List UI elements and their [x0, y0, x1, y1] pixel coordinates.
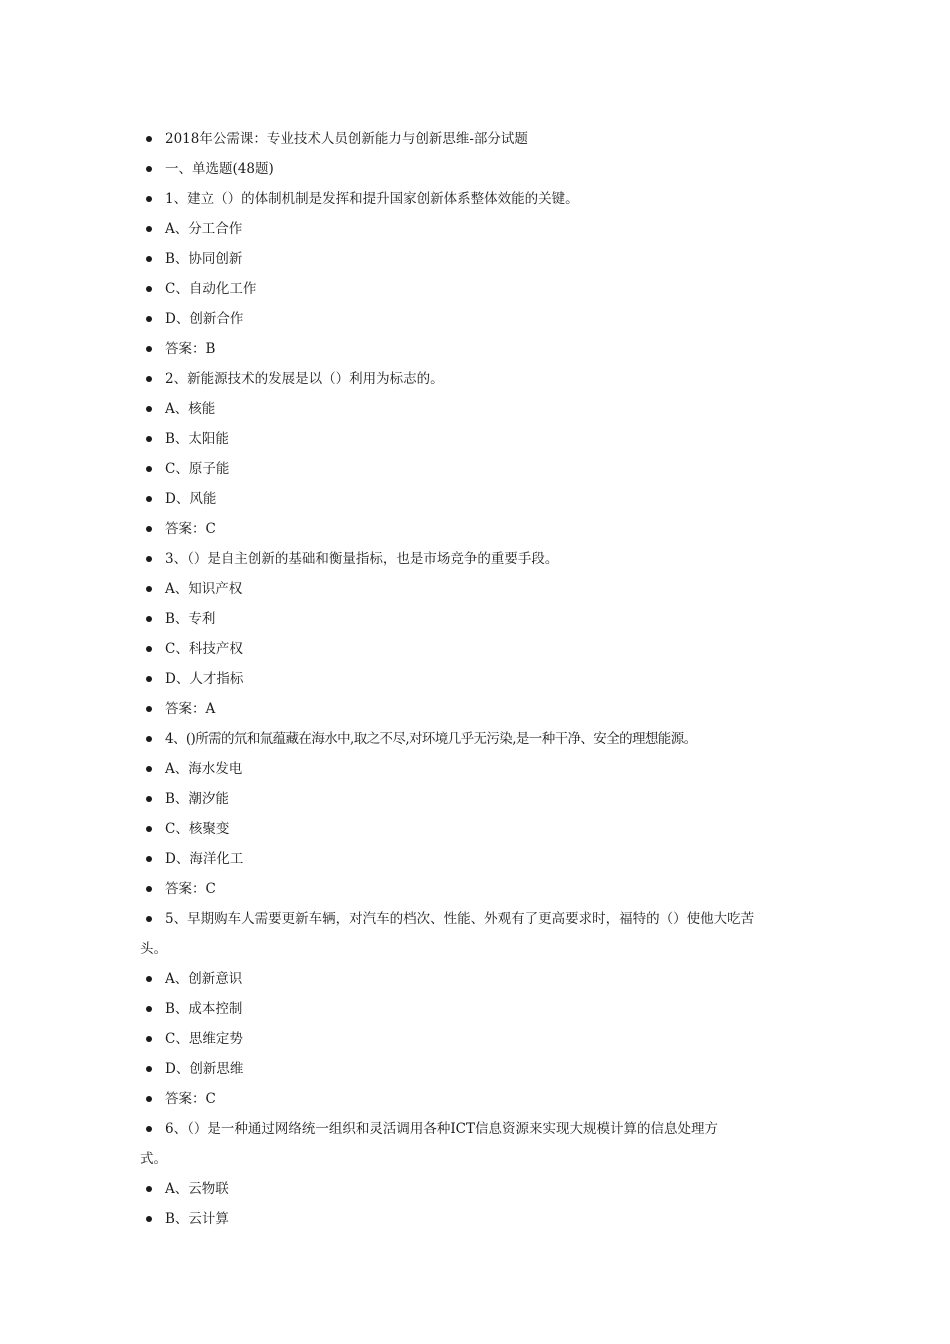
option-item: B、潮汐能 — [140, 784, 820, 814]
bullet-icon — [146, 1006, 152, 1012]
bullet-icon — [146, 616, 152, 622]
bullet-icon — [146, 826, 152, 832]
option-item: B、云计算 — [140, 1204, 820, 1234]
option-item: D、人才指标 — [140, 664, 820, 694]
bullet-icon — [146, 196, 152, 202]
bullet-icon — [146, 1036, 152, 1042]
bullet-icon — [146, 256, 152, 262]
document-title: 2018年公需课：专业技术人员创新能力与创新思维-部分试题 — [140, 124, 820, 154]
question-6: 6、（）是一种通过网络统一组织和灵活调用各种ICT信息资源来实现大规模计算的信息处理方 式。 — [140, 1121, 719, 1167]
bullet-icon — [146, 1126, 152, 1132]
option-item: A、知识产权 — [140, 574, 820, 604]
section-heading: 一、单选题(48题) — [140, 154, 820, 184]
option-item: D、风能 — [140, 484, 820, 514]
bullet-icon — [146, 466, 152, 472]
answer-item: 答案：A — [140, 694, 820, 724]
bullet-icon — [146, 556, 152, 562]
option-item: C、原子能 — [140, 454, 820, 484]
option-item: A、海水发电 — [140, 754, 820, 784]
bullet-icon — [146, 226, 152, 232]
question-4: 4、()所需的氘和氚蕴藏在海水中,取之不尽,对环境几乎无污染,是一种干净、安全的理想能源。 — [140, 724, 820, 754]
option-item: C、思维定势 — [140, 1024, 820, 1054]
bullet-icon — [146, 436, 152, 442]
option-item: C、核聚变 — [140, 814, 820, 844]
bullet-icon — [146, 376, 152, 382]
option-item: A、分工合作 — [140, 214, 820, 244]
bullet-icon — [146, 916, 152, 922]
bullet-icon — [146, 976, 152, 982]
option-item: D、创新合作 — [140, 304, 820, 334]
bullet-icon — [146, 1186, 152, 1192]
option-item: A、云物联 — [140, 1174, 820, 1204]
bullet-icon — [146, 856, 152, 862]
question-5: 5、早期购车人需要更新车辆，对汽车的档次、性能、外观有了更高要求时，福特的（）使他大吃苦 头。 — [140, 911, 755, 957]
option-item: B、专利 — [140, 604, 820, 634]
question-1: 1、建立（）的体制机制是发挥和提升国家创新体系整体效能的关键。 — [140, 184, 820, 214]
question-2: 2、新能源技术的发展是以（）利用为标志的。 — [140, 364, 820, 394]
answer-item: 答案：C — [140, 874, 820, 904]
bullet-icon — [146, 316, 152, 322]
bullet-icon — [146, 1216, 152, 1222]
answer-item: 答案：C — [140, 1084, 820, 1114]
bullet-icon — [146, 586, 152, 592]
bullet-icon — [146, 346, 152, 352]
bullet-icon — [146, 646, 152, 652]
answer-item: 答案：C — [140, 514, 820, 544]
bullet-icon — [146, 406, 152, 412]
bullet-icon — [146, 286, 152, 292]
option-item: C、科技产权 — [140, 634, 820, 664]
option-item: A、核能 — [140, 394, 820, 424]
answer-item: 答案：B — [140, 334, 820, 364]
bullet-icon — [146, 886, 152, 892]
bullet-icon — [146, 706, 152, 712]
option-item: D、创新思维 — [140, 1054, 820, 1084]
option-item: C、自动化工作 — [140, 274, 820, 304]
bullet-icon — [146, 766, 152, 772]
bullet-icon — [146, 166, 152, 172]
bullet-icon — [146, 496, 152, 502]
question-list — [140, 124, 820, 1234]
bullet-icon — [146, 1096, 152, 1102]
option-item: B、太阳能 — [140, 424, 820, 454]
option-item: B、协同创新 — [140, 244, 820, 274]
bullet-icon — [146, 136, 152, 142]
bullet-icon — [146, 1066, 152, 1072]
option-item: A、创新意识 — [140, 964, 820, 994]
bullet-icon — [146, 736, 152, 742]
option-item: B、成本控制 — [140, 994, 820, 1024]
bullet-icon — [146, 796, 152, 802]
question-3: 3、（）是自主创新的基础和衡量指标，也是市场竞争的重要手段。 — [140, 544, 820, 574]
option-item: D、海洋化工 — [140, 844, 820, 874]
bullet-icon — [146, 526, 152, 532]
bullet-icon — [146, 676, 152, 682]
